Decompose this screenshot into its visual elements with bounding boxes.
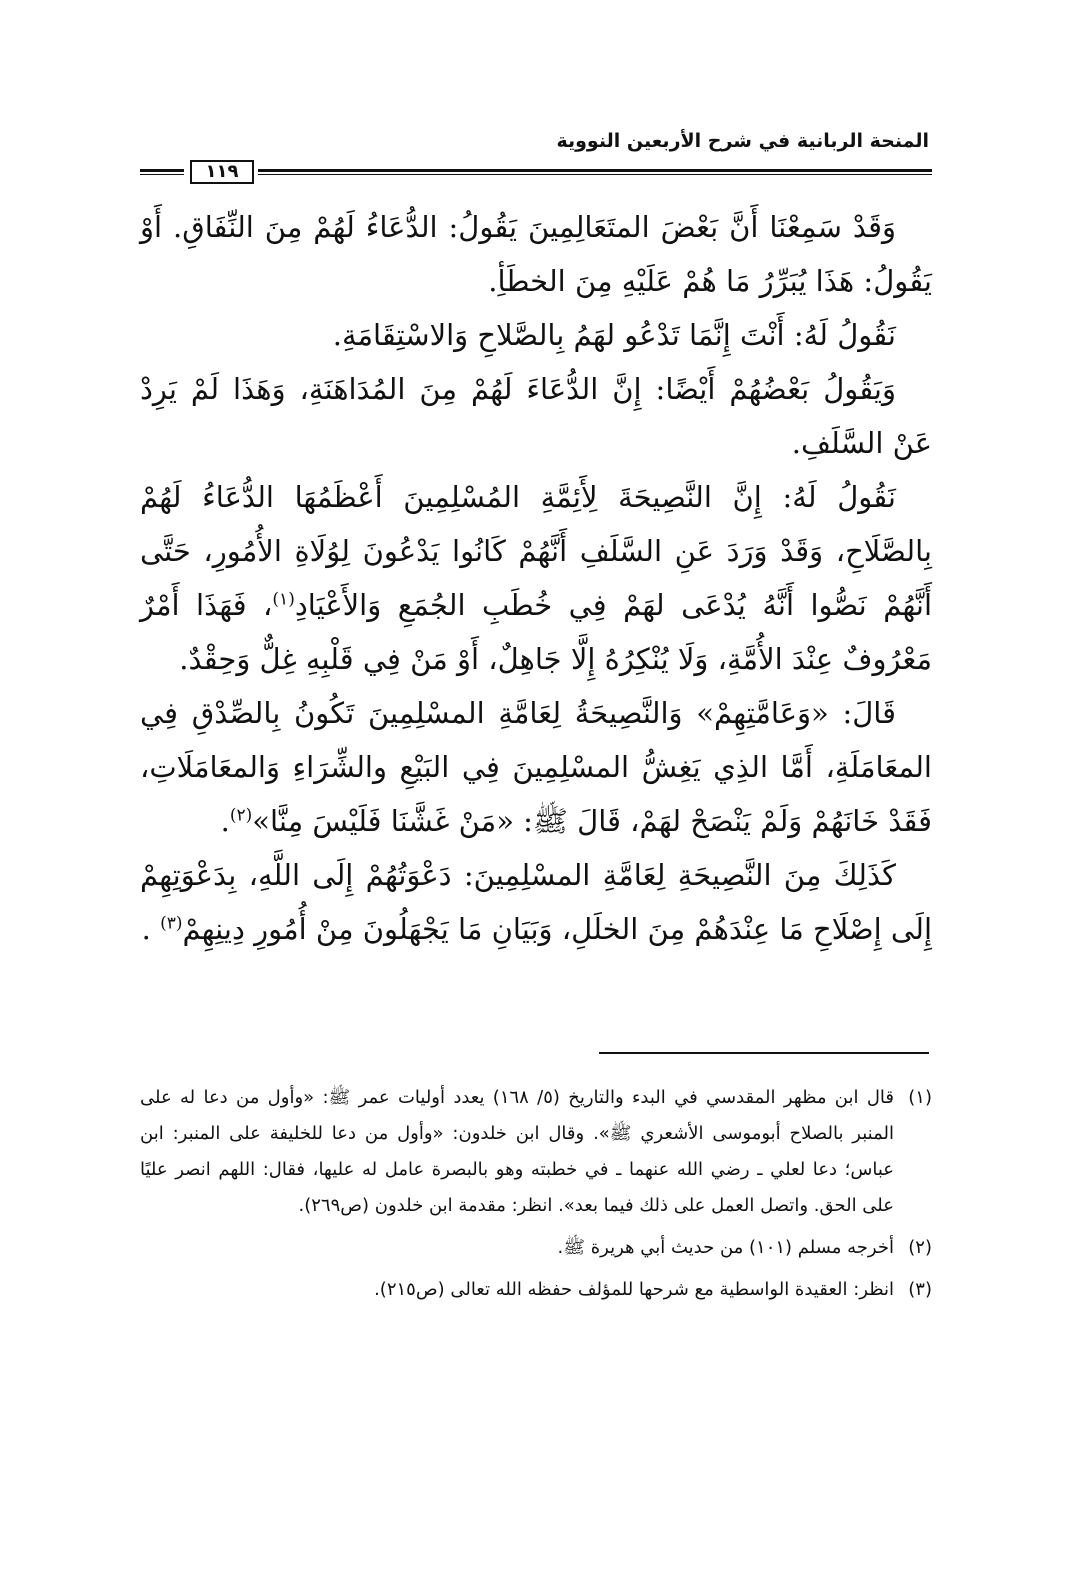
paragraph-text: كَذَلِكَ مِنَ النَّصِيحَةِ لِعَامَّةِ المسْلِمِينَ: دَعْوَتُهُمْ إِلَى اللَّهِ، بِدَعْوَتِهِمْ إِلَى إِصْلَاحِ مَا عِنْدَهُمْ مِنَ الخلَلِ، وَبَيَانِ مَا يَجْهَلُونَ مِنْ أُمُورِ دِينِهِمْ <box>140 858 932 946</box>
paragraph <box>140 686 932 848</box>
footnote-separator <box>599 1052 929 1054</box>
footnotes <box>140 1080 932 1308</box>
page-number: ١١٩ <box>190 160 254 184</box>
paragraph: وَيَقُولُ بَعْضُهُمْ أَيْضًا: إِنَّ الدُّعَاءَ لَهُمْ مِنَ المُدَاهَنَةِ، وَهَذَا لَمْ يَرِدْ عَنْ السَّلَفِ. <box>140 372 932 460</box>
paragraph: وَقَدْ سَمِعْنَا أَنَّ بَعْضَ المتَعَالِمِينَ يَقُولُ: الدُّعَاءُ لَهُمْ مِنَ النِّفَاقِ. أَوْ يَقُولُ: هَذَا يُبَرِّرُ مَا هُمْ عَلَيْهِ مِنَ الخطَأِ. <box>140 210 932 298</box>
footnote-text: أخرجه مسلم (١٠١) من حديث أبي هريرة ﷺ. <box>557 1237 894 1258</box>
footnote-mark: (٣) <box>908 1279 932 1300</box>
running-title: المنحة الربانية في شرح الأربعين النووية <box>556 130 929 152</box>
paragraph-text: . <box>141 912 161 946</box>
footnote-text: قال ابن مظهر المقدسي في البدء والتاريخ (٥/ ١٦٨) يعدد أوليات عمر ﷺ: «وأول من دعا له على المنبر بالصلاح أبوموسى الأشعري ﷺ». وقال ابن خلدون: «وأول من دعا للخليفة على المنبر: ابن عباس؛ دعا لعلي ـ رضي الله عنهما ـ في خطبته وهو بالبصرة عامل له عليها، فقال: اللهم انصر عليًا على الحق. واتصل العمل على ذلك فيما بعد». انظر: مقدمة ابن خلدون (ص٢٦٩). <box>140 1087 894 1216</box>
footnote <box>140 1230 932 1266</box>
footnote-ref: (٣) <box>160 913 183 934</box>
paragraph <box>140 470 932 686</box>
header-rule-short <box>140 169 184 175</box>
footnote-ref: (١) <box>272 589 295 610</box>
header-rule-long <box>258 169 932 175</box>
footnote-mark: (١) <box>908 1087 932 1108</box>
footnote-ref: (٢) <box>229 805 253 826</box>
footnote <box>140 1080 932 1224</box>
paragraph-text: قَالَ: «وَعَامَّتِهِمْ» وَالنَّصِيحَةُ لِعَامَّةِ المسْلِمِينَ تَكُونُ بِالصِّدْقِ فِي المعَامَلَةِ، أَمَّا الذِي يَغِشُّ المسْلِمِينَ فِي البَيْعِ والشِّرَاءِ وَالمعَامَلَاتِ، فَقَدْ خَانَهُمْ وَلَمْ يَنْصَحْ لهَمْ، قَالَ ﷺ: «مَنْ غَشَّنَا فَلَيْسَ مِنَّا» <box>140 696 932 838</box>
footnote <box>140 1272 932 1308</box>
paragraph <box>140 848 932 956</box>
footnote-text: انظر: العقيدة الواسطية مع شرحها للمؤلف حفظه الله تعالى (ص٢١٥). <box>374 1279 894 1300</box>
header-rule <box>140 160 932 182</box>
footnote-mark: (٢) <box>908 1237 932 1258</box>
paragraph-text: ، فَهَذَا أَمْرٌ مَعْرُوفٌ عِنْدَ الأُمَّةِ، وَلَا يُنْكِرُهُ إِلَّا جَاهِلٌ، أَوْ مَنْ فِي قَلْبِهِ غِلٌّ وَحِقْدٌ. <box>140 588 932 676</box>
paragraph: نَقُولُ لَهُ: أَنْتَ إِنَّمَا تَدْعُو لهَمُ بِالصَّلاحِ وَالاسْتِقَامَةِ. <box>332 318 896 352</box>
paragraph-text: . <box>220 804 230 838</box>
paragraph-text: نَقُولُ لَهُ: إِنَّ النَّصِيحَةَ لِأَئِمَّةِ المُسْلِمِينَ أَعْظَمُهَا الدُّعَاءُ لَهُمْ بِالصَّلَاحِ، وَقَدْ وَرَدَ عَنِ السَّلَفِ أَنَّهُمْ كَانُوا يَدْعُونَ لِوُلَاةِ الأُمُورِ، حَتَّى أَنَّهُمْ نَصُّوا أَنَّهُ يُدْعَى لهَمْ فِي خُطَبِ الجُمَعِ وَالأَعْيَادِ <box>140 480 932 622</box>
main-text <box>140 200 932 956</box>
